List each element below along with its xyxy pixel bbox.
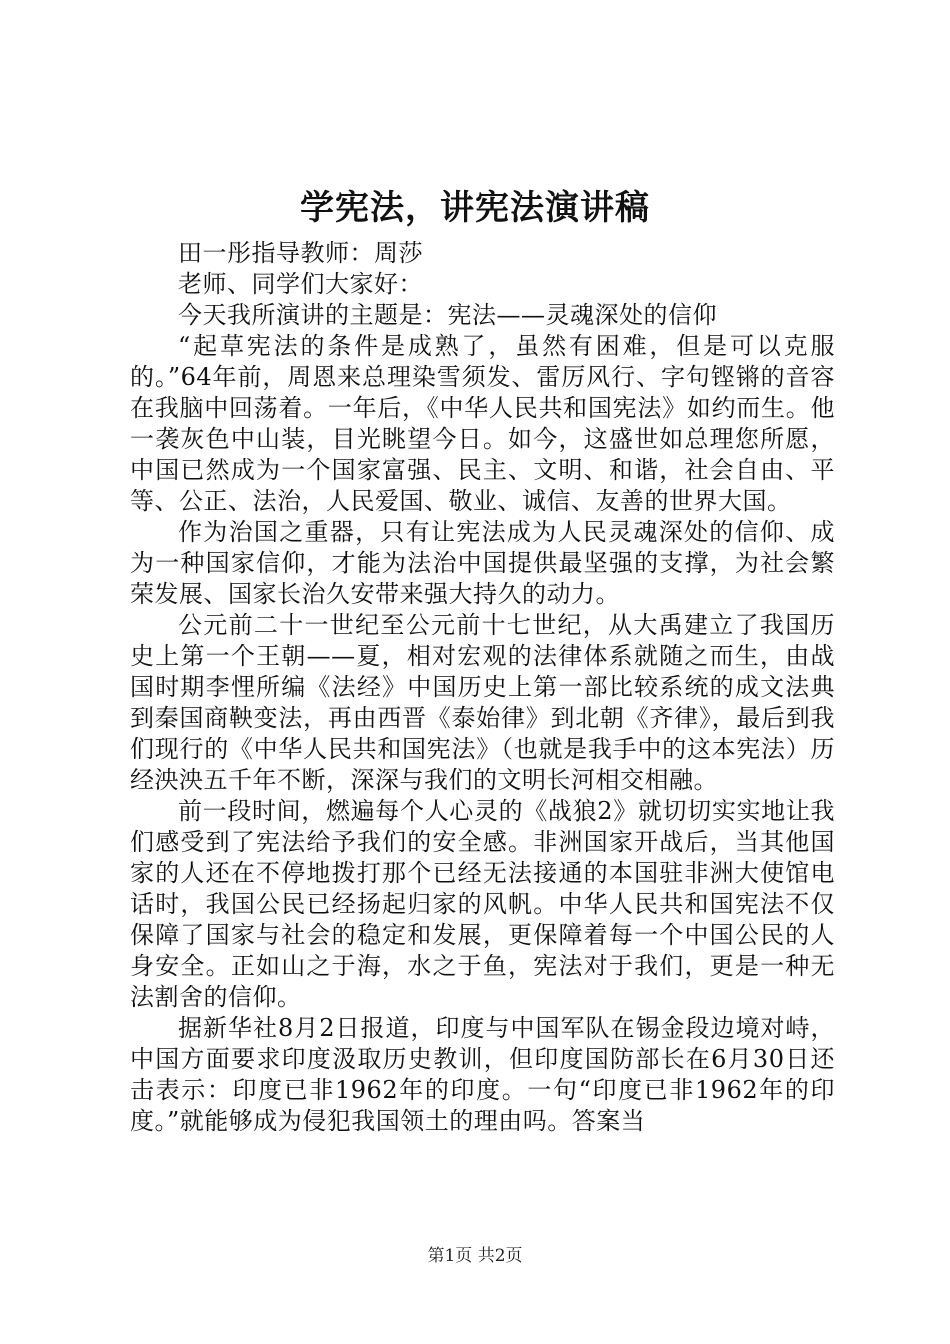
- page-footer: 第1页 共2页: [427, 1246, 523, 1266]
- greeting-line: 老师、同学们大家好：: [178, 270, 423, 298]
- document-title: 学宪法，讲宪法演讲稿: [300, 188, 650, 228]
- body-paragraph: 前一段时间，燃遍每个人心灵的《战狼2》就切切实实地让我们感受到了宪法给予我们的安全感。非洲国家开战后，当其他国家的人还在不停地拨打那个已经无法接通的本国驻非洲大使馆电话时，我国公民已经扬起归家的风帆。中华人民共和国宪法不仅保障了国家与社会的稳定和发展，更保障着每一个中国公民的人身安全。正如山之于海，水之于鱼，宪法对于我们，更是一种无法割舍的信仰。: [130, 797, 835, 1011]
- theme-line: 今天我所演讲的主题是：宪法——灵魂深处的信仰: [178, 301, 717, 329]
- body-paragraph: 作为治国之重器，只有让宪法成为人民灵魂深处的信仰、成为一种国家信仰，才能为法治中国提供最坚强的支撑，为社会繁荣发展、国家长治久安带来强大持久的动力。: [130, 518, 835, 608]
- body-paragraph: 据新华社8月2日报道，印度与中国军队在锡金段边境对峙，中国方面要求印度汲取历史教训，但印度国防部长在6月30日还击表示：印度已非1962年的印度。一句“印度已非1962年的印度。”就能够成为侵犯我国领土的理由吗。答案当: [130, 1014, 835, 1135]
- document-body: [130, 238, 835, 1137]
- body-paragraph: 公元前二十一世纪至公元前十七世纪，从大禹建立了我国历史上第一个王朝——夏，相对宏观的法律体系就随之而生，由战国时期李悝所编《法经》中国历史上第一部比较系统的成文法典到秦国商鞅变法，再由西晋《泰始律》到北朝《齐律》，最后到我们现行的《中华人民共和国宪法》（也就是我手中的这本宪法）历经泱泱五千年不断，深深与我们的文明长河相交相融。: [130, 611, 835, 794]
- body-paragraph: “起草宪法的条件是成熟了，虽然有困难，但是可以克服的。”64年前，周恩来总理染雪须发、雷厉风行、字句铿锵的音容在我脑中回荡着。一年后，《中华人民共和国宪法》如约而生。他一袭灰色中山装，目光眺望今日。如今，这盛世如总理您所愿，中国已然成为一个国家富强、民主、文明、和谐，社会自由、平等、公正、法治，人民爱国、敬业、诚信、友善的世界大国。: [130, 332, 835, 515]
- author-line: 田一彤指导教师：周莎: [178, 239, 423, 267]
